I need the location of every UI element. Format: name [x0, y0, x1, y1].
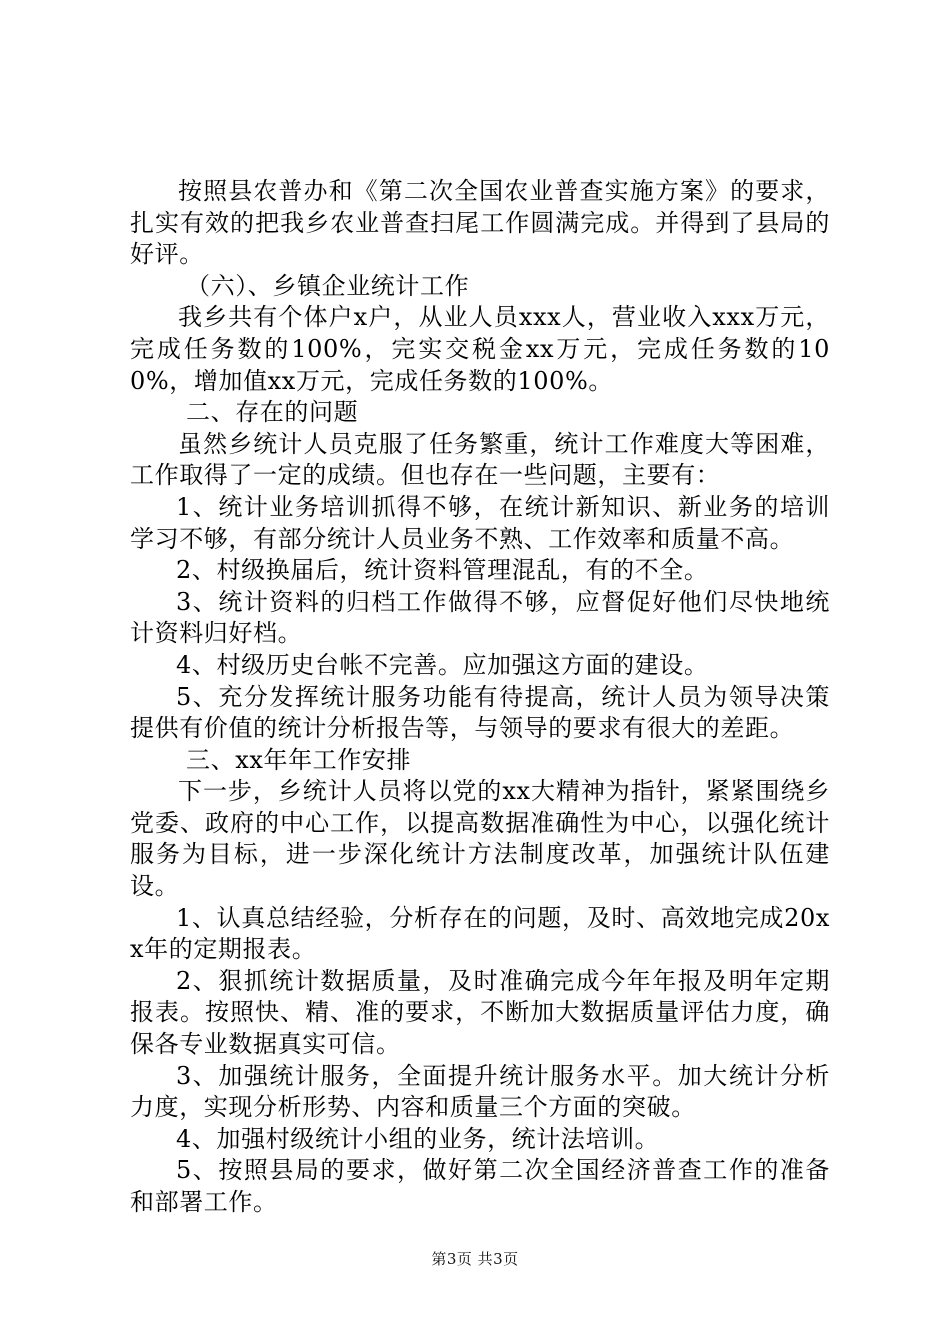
- paragraph-census-completion: 按照县农普办和《第二次全国农业普查实施方案》的要求，扎实有效的把我乡农业普查扫尾工作圆满完成。并得到了县局的好评。: [130, 177, 830, 269]
- section-heading-work-plan: 三、xx年年工作安排: [186, 745, 412, 774]
- plan-item-5: 5、按照县局的要求，做好第二次全国经济普查工作的准备和部署工作。: [130, 1156, 830, 1216]
- plan-item-3: 3、加强统计服务，全面提升统计服务水平。加大统计分析力度，实现分析形势、内容和质量三个方面的突破。: [130, 1061, 830, 1122]
- paragraph-work-plan-intro: 下一步，乡统计人员将以党的xx大精神为指针，紧紧围绕乡党委、政府的中心工作，以提高数据准确性为中心，以强化统计服务为目标，进一步深化统计方法制度改革，加强统计队伍建设。: [130, 777, 830, 901]
- problem-item-3: 3、统计资料的归档工作做得不够，应督促好他们尽快地统计资料归好档。: [130, 587, 830, 648]
- problem-item-5: 5、充分发挥统计服务功能有待提高，统计人员为领导决策提供有价值的统计分析报告等，与领导的要求有很大的差距。: [130, 682, 830, 743]
- paragraph-enterprise-figures: 我乡共有个体户x户，从业人员xxx人，营业收入xxx万元，完成任务数的100%，完实交税金xx万元，完成任务数的100%，增加值xx万元，完成任务数的100%。: [130, 303, 830, 395]
- problem-item-2: 2、村级换届后，统计资料管理混乱，有的不全。: [176, 556, 709, 585]
- plan-item-2: 2、狠抓统计数据质量，及时准确完成今年年报及明年定期报表。按照快、精、准的要求，不断加大数据质量评估力度，确保各专业数据真实可信。: [130, 966, 830, 1059]
- problem-item-1: 1、统计业务培训抓得不够，在统计新知识、新业务的培训学习不够，有部分统计人员业务不熟、工作效率和质量不高。: [130, 492, 830, 553]
- page-number-footer: 第3页 共3页: [431, 1250, 519, 1268]
- subsection-heading-enterprise-statistics: （六）、乡镇企业统计工作: [186, 271, 470, 300]
- plan-item-1: 1、认真总结经验，分析存在的问题，及时、高效地完成20xx年的定期报表。: [130, 903, 830, 964]
- paragraph-problems-intro: 虽然乡统计人员克服了任务繁重，统计工作难度大等困难，工作取得了一定的成绩。但也存在一些问题，主要有：: [130, 429, 830, 490]
- plan-item-4: 4、加强村级统计小组的业务，统计法培训。: [176, 1124, 660, 1153]
- section-heading-problems: 二、存在的问题: [186, 398, 359, 427]
- document-body: [130, 176, 830, 1219]
- problem-item-4: 4、村级历史台帐不完善。应加强这方面的建设。: [176, 650, 709, 679]
